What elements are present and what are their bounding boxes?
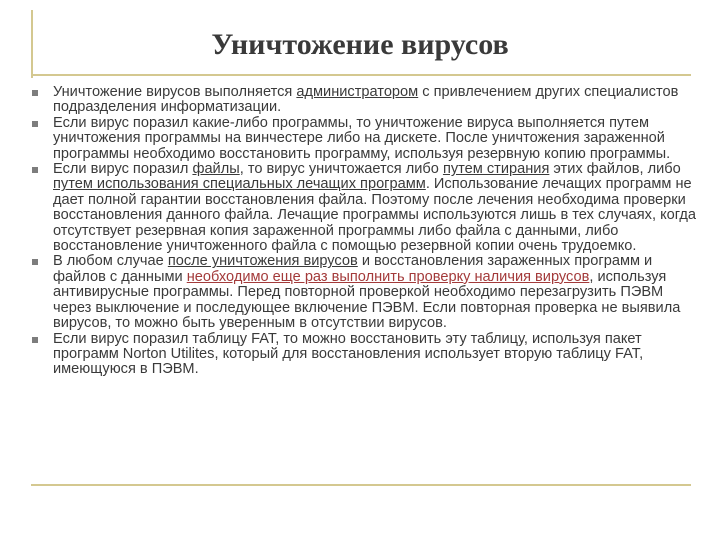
underlined-term[interactable]: файлы <box>192 161 240 178</box>
underlined-term[interactable]: администратором <box>296 84 419 100</box>
underlined-term[interactable]: после уничтожения вирусов <box>167 253 358 270</box>
list-item <box>28 162 698 254</box>
list-item <box>28 85 698 116</box>
square-bullet-icon <box>32 121 38 127</box>
underlined-term[interactable]: путем использования специальных лечащих программ <box>53 176 426 193</box>
square-bullet-icon <box>32 90 38 96</box>
bullet-text: , используя антивирусные программы. Перед повторной проверкой необходимо перезагрузить ПЭВМ через выключение и последующее включение ПЭВМ. Если повторная проверка не выявила вирусов, то можно быть уверенным в отсутствии вирусов. <box>53 268 681 332</box>
list-item <box>28 254 698 331</box>
bullet-text: и восстановления зараженных программ и файлов с данными <box>53 253 653 285</box>
list-item <box>28 332 698 378</box>
decorative-bottom-rule <box>31 484 691 486</box>
list-item <box>28 116 698 162</box>
page-title: Уничтожение вирусов <box>211 28 509 61</box>
decorative-top-rule <box>31 74 691 76</box>
highlighted-link[interactable]: необходимо еще раз выполнить проверку наличия вирусов <box>186 268 590 285</box>
underlined-term[interactable]: путем стирания <box>442 161 550 178</box>
bullet-list <box>28 85 698 378</box>
bullet-text: Если вирус поразил таблицу FAT, то можно восстановить эту таблицу, используя пакет программ Norton Utilites, который для восстановления использует вторую таблицу FAT, имеющуюся в ПЭВМ. <box>53 330 644 378</box>
bullet-text: . Использование лечащих программ не дает полной гарантии восстановления файла. Поэтому после лечения необходима проверки восстановления данного файла. Лечащие программы используются лишь в тех случаях, когда отсутствует резервная копия зараженной программы либо файла с данными, либо восстановление уничтоженного файла с помощью резервной копии очень трудоемко. <box>53 176 697 255</box>
bullet-text: В любом случае <box>53 253 168 270</box>
decorative-vertical-line <box>31 10 33 78</box>
bullet-text: Если вирус поразил <box>53 161 193 178</box>
bullet-text: После уничтожения зараженной программы необходимо восстановить программу, используя резервную копию программы. <box>53 130 671 162</box>
square-bullet-icon <box>32 259 38 265</box>
bullet-text: , то вирус уничтожается либо <box>239 161 443 178</box>
square-bullet-icon <box>32 167 38 173</box>
bullet-text: с привлечением других специалистов подразделения информатизации. <box>53 84 679 116</box>
bullet-text: этих файлов, либо <box>549 161 681 178</box>
bullet-text: Если вирус поразил какие-либо программы, то уничтожение вируса выполняется путем уничтожения программы на винчестере либо на дискете. <box>53 114 650 147</box>
square-bullet-icon <box>32 337 38 343</box>
bullet-text: Уничтожение вирусов выполняется <box>53 84 297 100</box>
